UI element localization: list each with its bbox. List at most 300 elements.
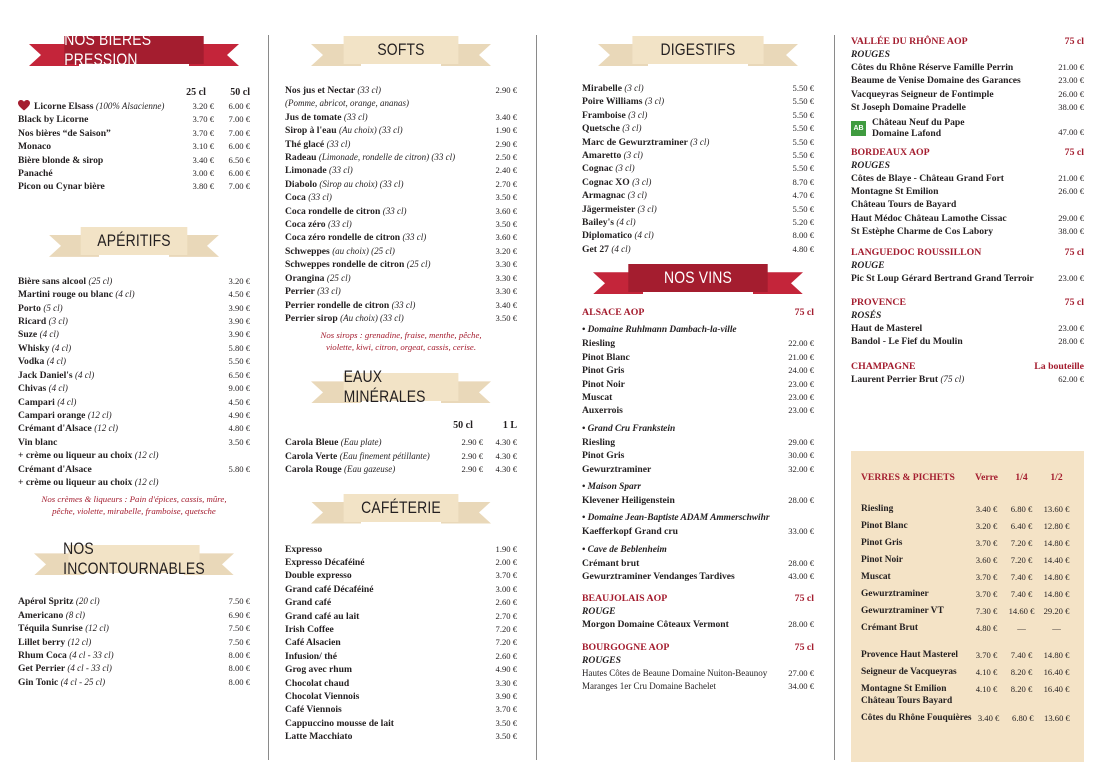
item-name: Pinot Noir	[861, 555, 903, 565]
item-price: 23.00 €	[788, 391, 814, 402]
item-name: Cappuccino mousse de lait	[285, 717, 395, 729]
item-detail: (4 cl - 33 cl)	[69, 649, 114, 660]
item-name: Auxerrois	[582, 405, 623, 417]
item-name: Grand café	[285, 597, 332, 609]
item-price: 9.00 €	[228, 383, 250, 394]
soft-item	[285, 299, 517, 312]
item-name: Muscat	[861, 572, 891, 582]
item-price: 2.00 €	[495, 556, 517, 567]
item-name: Montagne St Emilion	[851, 186, 939, 198]
item-name: Campari orange	[18, 409, 86, 421]
item-price: 3.40 €	[495, 111, 517, 122]
item-detail: (33 cl)	[308, 192, 332, 203]
item-price: 3.20 €	[228, 275, 250, 286]
soft-item	[285, 312, 517, 325]
price-quarter: 8.20 €	[1010, 684, 1033, 694]
price-small: 3.20 €	[192, 101, 214, 111]
item-name: Expresso	[285, 543, 323, 555]
item-name: Maranges 1er Cru Domaine Bachelet	[582, 681, 716, 692]
water-item	[285, 436, 517, 449]
item-detail: (4 cl)	[46, 356, 66, 367]
soft-item	[285, 231, 517, 244]
item-price: 3.90 €	[228, 329, 250, 340]
item-price: 21.00 €	[788, 351, 814, 362]
coffee-item	[285, 677, 517, 690]
item-price: 4.50 €	[228, 289, 250, 300]
price-quarter	[1004, 693, 1039, 710]
item-price: 4.70 €	[792, 190, 814, 201]
price-glass: 3.20 €	[975, 521, 998, 531]
item-price: 8.00 €	[228, 649, 250, 660]
price-glass: 4.10 €	[975, 667, 998, 677]
item-name: Café Alsacien	[285, 637, 341, 649]
item-detail: (33 cl)	[343, 111, 368, 122]
item-name: Perrier sirop	[285, 312, 338, 324]
item-price: 8.00 €	[792, 230, 814, 241]
item-detail: (25 cl)	[326, 272, 351, 283]
coffee-item	[285, 717, 517, 730]
digestifs-list	[582, 82, 814, 256]
item-detail: (Pomme, abricot, orange, ananas)	[285, 98, 409, 109]
item-price: 21.00 €	[1058, 62, 1084, 72]
price-small: 2.90 €	[461, 464, 483, 475]
item-name: Whisky	[18, 342, 50, 354]
item-detail: (4 cl)	[634, 230, 654, 241]
wine-item	[582, 449, 814, 462]
wine-item	[582, 404, 814, 417]
item-name: Vacqueyras Seigneur de Fontimple	[851, 88, 994, 100]
water-item	[285, 463, 517, 476]
item-name: Cognac XO	[582, 176, 630, 188]
item-detail: (3 cl)	[622, 123, 642, 134]
digestif-item	[582, 189, 814, 202]
item-name: Haut de Masterel	[851, 323, 923, 335]
item-detail: (3 cl)	[644, 96, 665, 107]
item-name: Latte Macchiato	[285, 731, 353, 743]
item-name: Armagnac	[582, 190, 626, 202]
soft-item	[285, 218, 517, 231]
item-name: Gewurztraminer	[582, 463, 652, 475]
digestif-item	[582, 149, 814, 162]
item-name: Nos jus et Nectar	[285, 85, 355, 96]
item-price: 28.00 €	[788, 494, 814, 505]
item-detail: (4 cl)	[611, 243, 631, 254]
item-name: Monaco	[18, 141, 52, 153]
item-name: Jack Daniel's	[18, 369, 73, 381]
aperitif-item	[18, 342, 250, 355]
price-half: —	[1052, 623, 1061, 633]
item-name: Coca zéro	[285, 219, 326, 231]
item-price: 3.50 €	[495, 219, 517, 230]
price-quarter: —	[1017, 623, 1026, 633]
softs-banner	[311, 36, 491, 70]
soft-item	[285, 164, 517, 177]
price-large: 6.00 €	[228, 101, 250, 111]
item-name: Gewurztraminer VT	[861, 606, 944, 616]
cocktail-item	[18, 636, 250, 649]
item-price: 3.30 €	[495, 272, 517, 283]
digestif-item	[582, 203, 814, 216]
item-price: 23.00 €	[1058, 323, 1084, 334]
item-name: Klevener Heiligenstein	[582, 494, 675, 506]
item-price: 23.00 €	[788, 405, 814, 416]
item-detail: (4 cl)	[48, 383, 68, 394]
item-detail: (33 cl)	[329, 165, 353, 176]
item-price: 7.50 €	[228, 636, 250, 647]
aperitif-item	[18, 476, 250, 489]
wine-item	[851, 373, 1084, 386]
digestif-item	[582, 243, 814, 256]
eaux-header: 50 cl 1 L	[453, 420, 517, 432]
price-quarter: 7.40 €	[1010, 572, 1033, 582]
aperitif-item	[18, 302, 250, 315]
glass-price-row	[851, 501, 1084, 518]
softs-title: SOFTS	[344, 36, 459, 64]
wine-item	[582, 364, 814, 377]
price-half	[1039, 693, 1074, 710]
item-detail: (4 cl)	[115, 289, 135, 300]
digestif-item	[582, 216, 814, 229]
item-detail: (33 cl)	[357, 85, 382, 95]
item-name: Pinot Gris	[582, 365, 625, 377]
glass-price-row	[851, 693, 1084, 710]
item-price: 29.00 €	[1058, 212, 1084, 223]
item-detail: (20 cl)	[75, 596, 100, 607]
coffee-item	[285, 703, 517, 716]
item-name: Haut Médoc Château Lamothe Cissac	[851, 212, 1007, 224]
item-detail: (4 cl)	[616, 217, 636, 228]
item-price: 3.50 €	[495, 312, 517, 323]
item-name: Ricard	[18, 316, 47, 328]
beer-item	[18, 100, 250, 113]
coffee-item	[285, 569, 517, 582]
item-detail: (Eau finement pétillante)	[339, 450, 430, 461]
item-name: Café Viennois	[285, 704, 342, 716]
item-name: Montagne St Emilion	[861, 684, 947, 694]
item-detail: (3 cl)	[632, 176, 652, 187]
item-name: Mirabelle	[582, 83, 622, 94]
item-name: Radeau	[285, 152, 317, 164]
wine-item	[582, 436, 814, 449]
soft-item	[285, 245, 517, 258]
digestifs-title: DIGESTIFS	[632, 36, 763, 64]
item-price: 3.30 €	[495, 259, 517, 270]
item-name: Martini rouge ou blanc	[18, 289, 113, 301]
item-name: Infusion/ thé	[285, 650, 337, 662]
item-price: 3.30 €	[495, 286, 517, 297]
price-half: 14.40 €	[1043, 555, 1070, 565]
cocktail-item	[18, 622, 250, 635]
item-name: Picon ou Cynar bière	[18, 181, 105, 193]
item-name: Coca rondelle de citron	[285, 205, 381, 217]
soft-item	[285, 191, 517, 204]
glass-price-row	[851, 518, 1084, 535]
item-price: 3.70 €	[495, 704, 517, 715]
column-3	[582, 30, 814, 694]
soft-item	[285, 84, 517, 97]
wine-item	[582, 351, 814, 364]
price-half: 14.80 €	[1043, 572, 1070, 582]
item-name: Morgon Domaine Côteaux Vermont	[582, 618, 729, 630]
item-price: 3.50 €	[495, 717, 517, 728]
sirops-note: Nos sirops : grenadine, fraise, menthe, pêche, violette, kiwi, citron, orgeat, cassis, cerise.	[320, 330, 482, 353]
price-quarter: 6.80 €	[1010, 504, 1033, 514]
item-price: 23.00 €	[788, 378, 814, 389]
price-half: 14.80 €	[1043, 650, 1070, 660]
item-price: 8.70 €	[792, 176, 814, 187]
column-divider	[268, 35, 269, 760]
item-detail: (8 cl)	[65, 609, 85, 620]
wine-item	[582, 680, 814, 693]
item-name: Riesling	[582, 436, 616, 448]
wine-item	[582, 618, 814, 631]
wine-item	[851, 172, 1084, 185]
wine-item	[851, 335, 1084, 348]
eaux-list	[285, 436, 517, 476]
item-detail: (3 cl)	[627, 190, 647, 201]
coffee-item	[285, 650, 517, 663]
item-detail: (33 cl)	[326, 138, 351, 149]
coffee-item	[285, 543, 517, 556]
item-name: Jägermeister	[582, 203, 636, 215]
item-detail: (12 cl)	[134, 450, 159, 461]
item-price: 5.50 €	[228, 356, 250, 367]
item-name: Riesling	[582, 338, 616, 350]
price-half: 13.60 €	[1044, 713, 1070, 723]
item-name: Pic St Loup Gérard Bertrand Grand Terroir	[851, 272, 1034, 284]
column-4	[851, 35, 1084, 386]
languedoc-section: LANGUEDOC ROUSSILLON 75 cl ROUGE Pic St Loup Gérard Bertrand Grand Terroir 23.00 €	[851, 246, 1084, 284]
price-glass: 3.40 €	[975, 504, 998, 514]
item-price: 5.80 €	[228, 342, 250, 353]
item-name: Grand café au lait	[285, 610, 360, 622]
item-detail: (12 cl)	[94, 423, 118, 434]
price-glass: 3.70 €	[975, 538, 998, 548]
item-name: Orangina	[285, 272, 325, 284]
price-large: 6.50 €	[228, 154, 250, 165]
aperitif-item	[18, 463, 250, 476]
item-detail: (Au choix) (33 cl)	[338, 125, 403, 136]
digestif-item	[582, 122, 814, 135]
item-name: Chocolat chaud	[285, 677, 350, 689]
price-quarter: 7.40 €	[1010, 650, 1033, 660]
item-name: Rhum Coca	[18, 649, 67, 661]
item-detail: (33 cl)	[391, 299, 416, 310]
price-glass: 3.70 €	[975, 650, 998, 660]
beer-item	[18, 113, 250, 126]
digestif-item	[582, 109, 814, 122]
digestif-item	[582, 136, 814, 149]
item-price: 28.00 €	[788, 557, 814, 568]
item-name: + crème ou liqueur au choix	[18, 450, 133, 462]
soft-item	[285, 258, 517, 271]
aperitifs-banner	[49, 227, 219, 261]
item-detail: (33 cl)	[327, 219, 352, 230]
wine-item	[582, 525, 814, 538]
cocktail-item	[18, 676, 250, 689]
glass-price-row	[851, 569, 1084, 586]
beer-item	[18, 180, 250, 193]
aperitif-item	[18, 409, 250, 422]
item-detail: (25 cl)	[406, 259, 431, 270]
digestif-item	[582, 229, 814, 242]
cocktail-item	[18, 595, 250, 608]
price-large: 6.00 €	[228, 168, 250, 179]
incontournables-list	[18, 595, 250, 689]
cafeterie-list	[285, 543, 517, 744]
eaux-banner	[311, 367, 491, 407]
price-small: 3.70 €	[192, 127, 214, 138]
item-price: 28.00 €	[1058, 336, 1084, 347]
item-name: Coca zéro rondelle de citron	[285, 232, 401, 244]
item-price: 24.00 €	[788, 365, 814, 376]
soft-item	[285, 151, 517, 164]
wine-item	[582, 557, 814, 570]
item-price: 21.00 €	[1058, 172, 1084, 183]
soft-item	[285, 124, 517, 137]
price-glass: 4.80 €	[975, 623, 998, 633]
price-small: 2.90 €	[461, 450, 483, 461]
item-price: 1.90 €	[495, 125, 517, 136]
wine-item	[851, 225, 1084, 238]
soft-item	[285, 97, 517, 110]
item-name: Bière sans alcool	[18, 275, 87, 287]
digestif-item	[582, 176, 814, 189]
item-price: 3.70 €	[495, 570, 517, 581]
item-price: 5.50 €	[792, 123, 814, 134]
item-price: 7.20 €	[495, 623, 517, 634]
item-price: 1.90 €	[495, 543, 517, 554]
column-1	[18, 30, 250, 689]
aperitif-item	[18, 328, 250, 341]
item-detail: (3 cl)	[624, 83, 644, 93]
coffee-item	[285, 636, 517, 649]
item-price: 38.00 €	[1058, 102, 1084, 113]
glass-price-row	[851, 535, 1084, 552]
item-name: Gewurztraminer	[861, 589, 929, 599]
item-price: 26.00 €	[1058, 88, 1084, 99]
price-small: 3.70 €	[192, 114, 214, 125]
item-detail: (3 cl)	[48, 316, 68, 327]
item-name: Téquila Sunrise	[18, 623, 83, 635]
item-name: Grog avec rhum	[285, 664, 352, 676]
price-large: 4.30 €	[495, 437, 517, 448]
item-name: Lillet berry	[18, 636, 66, 648]
item-detail: (4 cl - 25 cl)	[60, 676, 106, 687]
item-name: Limonade	[285, 165, 327, 177]
wine-item	[851, 88, 1084, 101]
item-name: Pinot Gris	[582, 450, 625, 462]
item-price: 3.60 €	[495, 232, 517, 243]
item-detail: (3 cl)	[690, 136, 710, 147]
item-name: Bandol - Le Fief du Moulin	[851, 336, 963, 348]
item-detail: (5 cl)	[43, 302, 63, 313]
item-price: 3.60 €	[495, 205, 517, 216]
coffee-item	[285, 623, 517, 636]
item-price: 43.00 €	[788, 571, 814, 582]
wine-item	[851, 198, 1084, 211]
item-detail: (4 cl)	[51, 342, 72, 353]
item-name: Pinot Blanc	[582, 351, 630, 363]
item-price: 7.20 €	[495, 637, 517, 648]
price-half: 29.20 €	[1043, 606, 1070, 616]
item-name: Crémant Brut	[861, 623, 919, 633]
beer-item	[18, 154, 250, 167]
item-name: Côtes du Rhône Fouquières	[861, 713, 972, 723]
price-glass	[969, 693, 1004, 710]
digestif-item	[582, 82, 814, 95]
price-half: 12.80 €	[1043, 521, 1070, 531]
glass-price-row	[851, 603, 1084, 620]
price-half: 13.60 €	[1043, 504, 1070, 514]
item-name: Coca	[285, 192, 306, 204]
item-name: Irish Coffee	[285, 623, 334, 635]
cocktail-item	[18, 662, 250, 675]
item-price: 62.00 €	[1058, 373, 1084, 384]
aperitif-item	[18, 288, 250, 301]
glass-price-row	[851, 552, 1084, 569]
item-name: Cognac	[582, 163, 613, 175]
digestif-item	[582, 95, 814, 108]
item-name: Nos bières “de Saison”	[18, 127, 111, 139]
price-small: 3.40 €	[192, 154, 214, 165]
item-name: Crémant d'Alsace	[18, 423, 92, 435]
item-price: 3.20 €	[495, 245, 517, 256]
aperitif-item	[18, 449, 250, 462]
item-name: Bière blonde & sirop	[18, 154, 104, 166]
item-price: 4.80 €	[792, 243, 814, 254]
item-name: Riesling	[861, 504, 894, 514]
soft-item	[285, 138, 517, 151]
item-detail: (Limonade, rondelle de citron) (33 cl)	[318, 152, 456, 163]
glass-price-row	[851, 647, 1084, 664]
price-large: 4.30 €	[495, 450, 517, 461]
price-glass: 7.30 €	[975, 606, 998, 616]
item-price: 29.00 €	[788, 436, 814, 447]
item-detail: (Eau gazeuse)	[344, 464, 396, 475]
vins-banner	[593, 264, 803, 298]
soft-item	[285, 205, 517, 218]
beer-item	[18, 167, 250, 180]
item-price: 5.20 €	[792, 217, 814, 228]
cocktail-item	[18, 609, 250, 622]
price-quarter: 14.60 €	[1008, 606, 1035, 616]
item-detail: (33 cl)	[317, 286, 341, 297]
item-name: Seigneur de Vacqueyras	[861, 667, 957, 677]
item-detail: (au choix) (25 cl)	[332, 245, 395, 256]
biere-list	[18, 100, 250, 194]
wine-item	[851, 322, 1084, 335]
item-name: Double expresso	[285, 570, 352, 582]
item-detail: (Eau plate)	[340, 437, 382, 448]
item-detail: (12 cl)	[67, 636, 92, 647]
item-price: 2.60 €	[495, 650, 517, 661]
item-name: Chivas	[18, 383, 47, 395]
wine-item	[851, 61, 1084, 74]
bio-wine-row: AB Château Neuf du Pape Domaine Lafond 47.00 €	[851, 117, 1084, 140]
glass-price-row	[851, 586, 1084, 603]
item-name: Jus de tomate	[285, 111, 342, 123]
price-large: 6.00 €	[228, 141, 250, 152]
digestifs-banner	[598, 36, 798, 70]
item-name: Château Tours Bayard	[861, 696, 953, 706]
aperitif-item	[18, 436, 250, 449]
item-name: Marc de Gewurztraminer	[582, 136, 688, 148]
item-name: Poire Williams	[582, 96, 643, 108]
price-small: 3.80 €	[192, 181, 214, 192]
item-price: 8.00 €	[228, 663, 250, 674]
item-name: Diplomatico	[582, 230, 633, 242]
